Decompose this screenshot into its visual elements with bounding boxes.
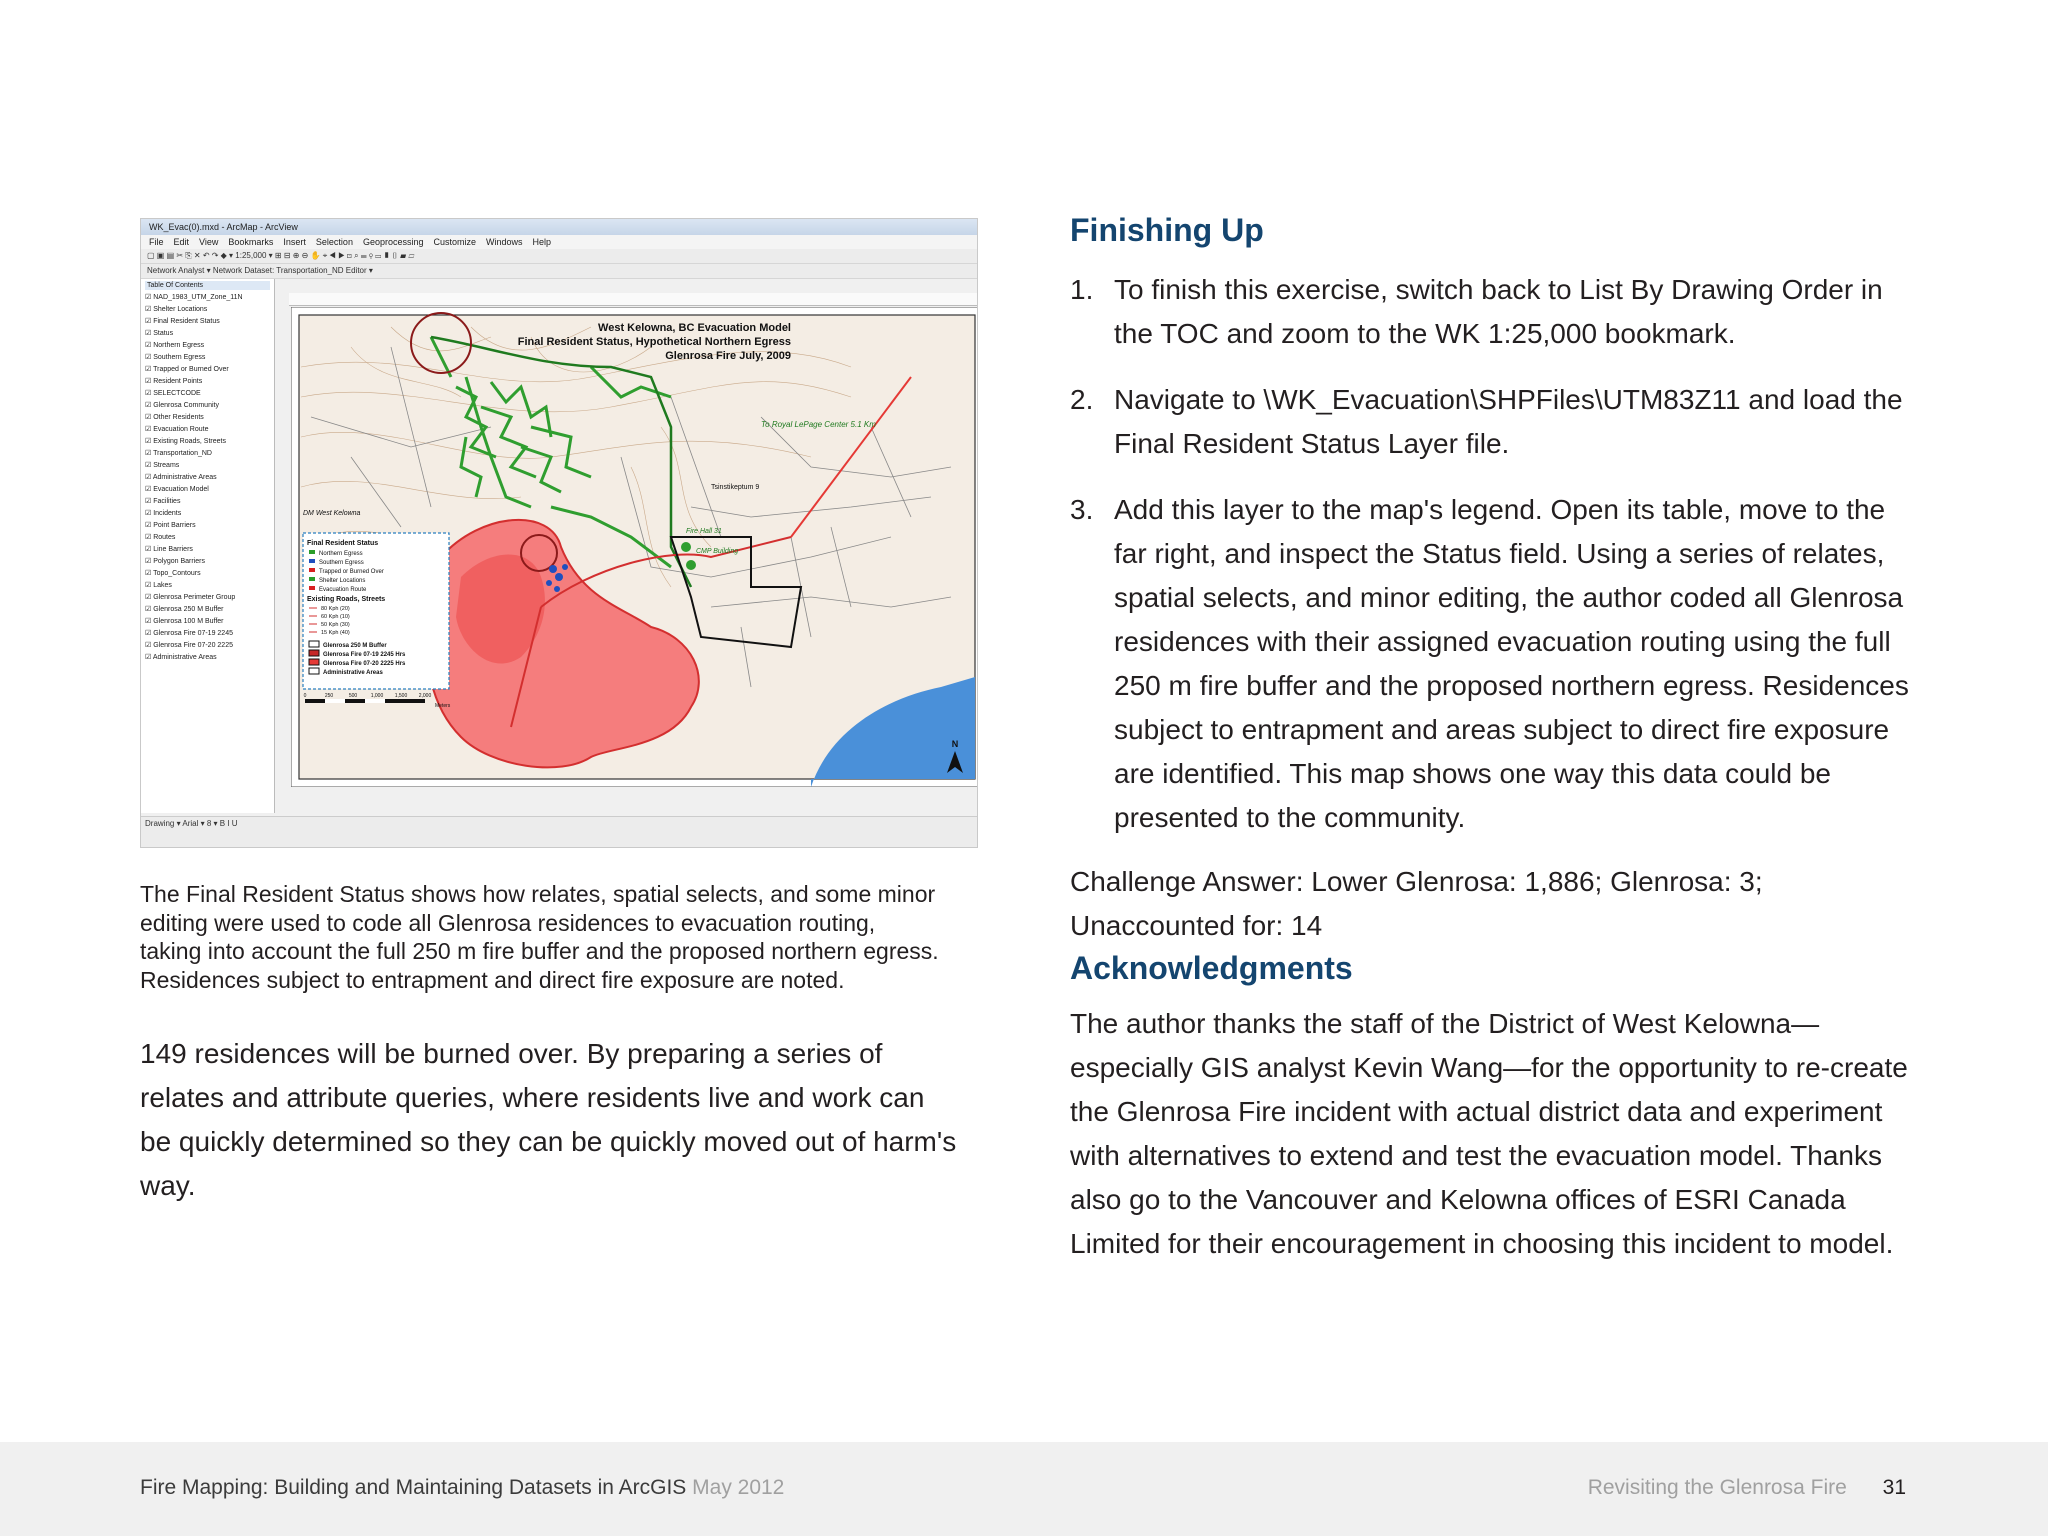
toc-item[interactable]: ☑ Resident Points bbox=[145, 378, 203, 385]
menu-item[interactable]: View bbox=[199, 237, 219, 247]
fire-hall-label: Fire Hall 31 bbox=[686, 528, 722, 535]
menu-item[interactable]: Selection bbox=[315, 237, 353, 247]
toc-title: Table Of Contents bbox=[145, 281, 270, 290]
legend-swatch bbox=[309, 559, 315, 563]
step-number: 2. bbox=[1070, 384, 1094, 415]
map-ruler bbox=[289, 293, 978, 306]
legend-area-swatch bbox=[309, 650, 319, 656]
legend-entry: Northern Egress bbox=[319, 551, 363, 557]
scale-tick: 500 bbox=[348, 693, 358, 699]
map-title-line1: West Kelowna, BC Evacuation Model bbox=[598, 322, 791, 334]
legend-road: 15 Kph (40) bbox=[321, 630, 350, 636]
right-column bbox=[1070, 210, 1910, 1266]
scale-tick: 250 bbox=[324, 693, 334, 699]
legend-entry: Southern Egress bbox=[319, 560, 364, 566]
challenge-answer: Challenge Answer: Lower Glenrosa: 1,886; Glenrosa: 3; Unaccounted for: 14 bbox=[1070, 866, 1763, 941]
toc-item[interactable]: ☑ Line Barriers bbox=[145, 546, 193, 553]
toc-item[interactable]: ☑ Transportation_ND bbox=[145, 450, 212, 457]
legend-entry: Evacuation Route bbox=[319, 587, 367, 593]
step-number: 1. bbox=[1070, 274, 1094, 305]
toc-list bbox=[145, 292, 270, 664]
menu-item[interactable]: Geoprocessing bbox=[362, 237, 424, 247]
menu-item[interactable]: File bbox=[149, 237, 164, 247]
step-text: To finish this exercise, switch back to List By Drawing Order in the TOC and zoom to the WK 1:25,000 bookmark. bbox=[1114, 274, 1883, 349]
scale-unit: Meters bbox=[435, 703, 451, 709]
drawing-toolbar: Drawing ▾ Arial ▾ 8 ▾ B I U bbox=[141, 816, 978, 847]
map-title-line3: Glenrosa Fire July, 2009 bbox=[665, 350, 791, 362]
toc-item[interactable]: ☑ Lakes bbox=[145, 582, 172, 589]
legend-area: Glenrosa Fire 07-20 2225 Hrs bbox=[323, 661, 406, 667]
publication-title: Fire Mapping: Building and Maintaining Datasets in ArcGIS bbox=[140, 1476, 687, 1499]
arcmap-title-bar: WK_Evac(0).mxd - ArcMap - ArcView bbox=[141, 219, 977, 235]
acknowledgments-body: The author thanks the staff of the District of West Kelowna—especially GIS analyst Kevin Wang—for the opportunity to re-create the Glenrosa Fire incident with actual district data and experiment with alternatives to extend and test the evacuation model. Thanks also go to the Vancouver and Kelowna offices of ESRI Canada Limited for their encouragement in choosing this incident to model. bbox=[1070, 1008, 1908, 1259]
toc-item[interactable]: ☑ Shelter Locations bbox=[145, 306, 208, 313]
legend-swatch bbox=[309, 550, 315, 554]
scale-tick: 1,500 bbox=[394, 693, 408, 699]
legend-area: Glenrosa 250 M Buffer bbox=[323, 643, 387, 649]
royal-lepage-label: To Royal LePage Center 5.1 Km bbox=[761, 420, 876, 429]
toc-item[interactable]: ☑ Glenrosa Fire 07-20 2225 bbox=[145, 642, 233, 649]
map-title-line2: Final Resident Status, Hypothetical Northern Egress bbox=[517, 336, 791, 348]
legend-road: 80 Kph (20) bbox=[321, 606, 350, 612]
scale-tick: 2,000 bbox=[418, 693, 432, 699]
legend-area-swatch bbox=[309, 668, 319, 674]
menu-item[interactable]: Customize bbox=[433, 237, 477, 247]
toc-item[interactable]: ☑ Point Barriers bbox=[145, 522, 196, 529]
footer-publication bbox=[140, 1476, 784, 1500]
toolbar-icons: ▢ ▣ ▤ ✂ ⎘ ✕ ↶ ↷ ◆ ▾ bbox=[147, 251, 236, 260]
north-arrow-label: N bbox=[951, 739, 959, 749]
legend-area: Glenrosa Fire 07-19 2245 Hrs bbox=[323, 652, 406, 658]
menu-item[interactable]: Edit bbox=[173, 237, 190, 247]
toc-item[interactable]: ☑ Glenrosa Community bbox=[145, 402, 219, 409]
publication-date: May 2012 bbox=[692, 1476, 785, 1499]
legend-swatch bbox=[309, 586, 315, 590]
network-toolbar: Network Analyst ▾ Network Dataset: Transportation_ND Editor ▾ bbox=[141, 264, 977, 279]
toc-item[interactable]: ☑ Facilities bbox=[145, 498, 181, 505]
menu-item[interactable]: Help bbox=[532, 237, 552, 247]
step-item bbox=[1070, 488, 1910, 840]
left-column bbox=[140, 218, 978, 1208]
footer-section bbox=[1588, 1476, 1906, 1500]
legend-entry: Trapped or Burned Over bbox=[319, 569, 384, 575]
toc-item[interactable]: ☑ Administrative Areas bbox=[145, 654, 217, 661]
toc-item[interactable]: ☑ Existing Roads, Streets bbox=[145, 438, 226, 445]
toc-item[interactable]: ☑ Streams bbox=[145, 462, 180, 469]
toc-item[interactable]: ☑ Other Residents bbox=[145, 414, 204, 421]
scale-field: 1:25,000 bbox=[235, 251, 267, 260]
step-text: Add this layer to the map's legend. Open its table, move to the far right, and inspect the Status field. Using a series of relates, spatial selects, and minor editing, the author coded all Glenrosa residences with their assigned evacuation routing using the full 250 m fire buffer and the proposed northern egress. Residences subject to entrapment and areas subject to direct fire exposure are identified. This map shows one way this data could be presented to the community. bbox=[1114, 494, 1909, 833]
legend-roads-title: Existing Roads, Streets bbox=[307, 596, 386, 603]
map-legend bbox=[303, 533, 449, 689]
toc-item[interactable]: ☑ NAD_1983_UTM_Zone_11N bbox=[145, 294, 243, 301]
toc-item[interactable]: ☑ Polygon Barriers bbox=[145, 558, 205, 565]
toc-item[interactable]: ☑ Glenrosa Perimeter Group bbox=[145, 594, 236, 601]
table-of-contents bbox=[141, 279, 275, 813]
map-layout bbox=[291, 307, 978, 787]
legend-road: 50 Kph (30) bbox=[321, 622, 350, 628]
legend-swatch bbox=[309, 577, 315, 581]
step-item bbox=[1070, 268, 1910, 356]
scale-tick: 1,000 bbox=[370, 693, 384, 699]
cmp-building-label: CMP Building bbox=[696, 548, 739, 555]
left-body-text: 149 residences will be burned over. By preparing a series of relates and attribute queries, where residents live and work can be quickly determined so they can be quickly moved out of harm's way. bbox=[140, 1038, 957, 1201]
finishing-up-heading: Finishing Up bbox=[1070, 212, 1264, 248]
menu-item[interactable]: Windows bbox=[486, 237, 523, 247]
step-number: 3. bbox=[1070, 494, 1094, 525]
toc-item[interactable]: ☑ SELECTCODE bbox=[145, 390, 201, 397]
legend-swatch bbox=[309, 568, 315, 572]
legend-entry: Shelter Locations bbox=[319, 578, 366, 584]
arcmap-screenshot bbox=[140, 218, 978, 848]
toc-item[interactable]: ☑ Routes bbox=[145, 534, 176, 541]
menu-item[interactable]: Insert bbox=[283, 237, 306, 247]
acknowledgments-heading: Acknowledgments bbox=[1070, 950, 1353, 986]
legend-title: Final Resident Status bbox=[307, 540, 379, 547]
toc-item[interactable]: ☑ Glenrosa 100 M Buffer bbox=[145, 618, 224, 625]
legend-area-swatch bbox=[309, 641, 319, 647]
dm-west-kelowna-label: DM West Kelowna bbox=[303, 510, 361, 517]
toc-item[interactable]: ☑ Glenrosa Fire 07-19 2245 bbox=[145, 630, 233, 637]
toc-item[interactable]: ☑ Incidents bbox=[145, 510, 182, 517]
toc-item[interactable]: ☑ Topo_Contours bbox=[145, 570, 201, 577]
legend-area-swatch bbox=[309, 659, 319, 665]
toc-item[interactable]: ☑ Evacuation Model bbox=[145, 486, 209, 493]
menu-item[interactable]: Bookmarks bbox=[228, 237, 274, 247]
scale-tick: 0 bbox=[303, 693, 307, 699]
toc-item[interactable]: ☑ Trapped or Burned Over bbox=[145, 366, 229, 373]
legend-road: 60 Kph (10) bbox=[321, 614, 350, 620]
page-number: 31 bbox=[1882, 1476, 1906, 1499]
tsinstikeptum-label: Tsinstikeptum 9 bbox=[711, 484, 760, 491]
toc-item[interactable]: ☑ Final Resident Status bbox=[145, 318, 220, 325]
toc-item[interactable]: ☑ Northern Egress bbox=[145, 342, 205, 349]
toc-item[interactable]: ☑ Administrative Areas bbox=[145, 474, 217, 481]
toc-item[interactable]: ☑ Glenrosa 250 M Buffer bbox=[145, 606, 224, 613]
step-item bbox=[1070, 378, 1910, 466]
toc-item[interactable]: ☑ Southern Egress bbox=[145, 354, 206, 361]
steps-list bbox=[1070, 268, 1910, 840]
figure-caption: The Final Resident Status shows how relates, spatial selects, and some minor editing were used to code all Glenrosa residences to evacuation routing, taking into account the full 250 m fire buffer and the proposed northern egress. Residences subject to entrapment and direct fire exposure are noted. bbox=[140, 881, 939, 993]
page-footer bbox=[0, 1442, 2048, 1536]
toc-item[interactable]: ☑ Status bbox=[145, 330, 174, 337]
arcmap-toolbar bbox=[141, 249, 977, 264]
arcmap-menu-bar bbox=[141, 235, 977, 249]
toc-item[interactable]: ☑ Evacuation Route bbox=[145, 426, 209, 433]
toolbar-icons-2: ▾ ⊞ ⊟ ⊕ ⊖ ✋ ⌖ ◀ ▶ ⊡ ⌕ ☰ ⚲ ▭ ▮ ▯ ▰ ▱ bbox=[266, 251, 415, 260]
legend-area: Administrative Areas bbox=[323, 670, 383, 676]
step-text: Navigate to \WK_Evacuation\SHPFiles\UTM83Z11 and load the Final Resident Status Layer file. bbox=[1114, 384, 1903, 459]
section-title: Revisiting the Glenrosa Fire bbox=[1587, 1476, 1847, 1499]
